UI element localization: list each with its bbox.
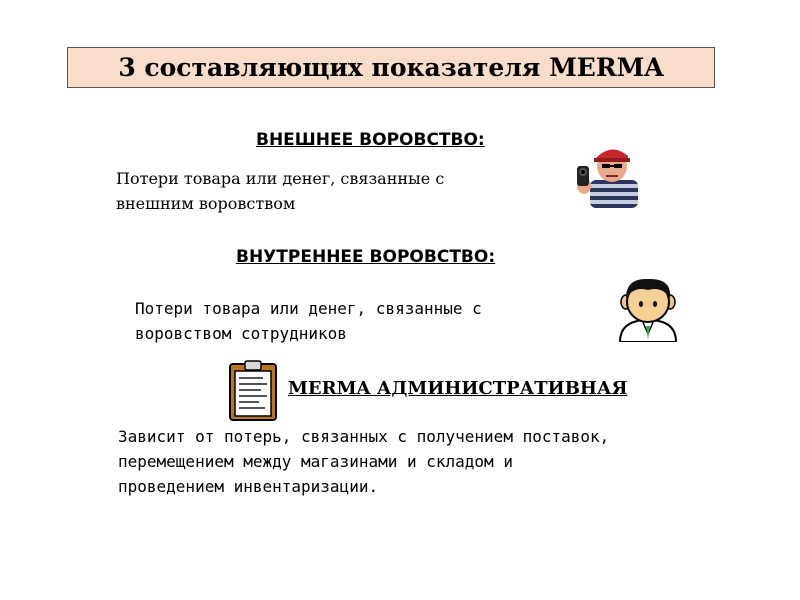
internal-theft-heading: ВНУТРЕННЕЕ ВОРОВСТВО: [236, 247, 496, 267]
external-theft-description [116, 166, 444, 216]
external-theft-line-2: внешним воровством [116, 194, 296, 213]
external-theft-line-1: Потери товара или денег, связанные с [116, 169, 445, 188]
internal-theft-description [135, 296, 482, 346]
clipboard-icon [226, 360, 282, 422]
administrative-merma-heading: MERMA АДМИНИСТРАТИВНАЯ [288, 378, 628, 399]
administrative-merma-line-3: проведением инвентаризации. [118, 477, 379, 496]
administrative-merma-description [118, 424, 609, 499]
employee-icon [612, 276, 684, 342]
administrative-merma-line-2: перемещением между магазинами и складом и [118, 452, 513, 471]
thief-with-gun-icon [574, 140, 644, 210]
external-theft-heading: ВНЕШНЕЕ ВОРОВСТВО: [256, 130, 485, 150]
slide-title [67, 47, 715, 88]
internal-theft-line-1: Потери товара или денег, связанные с [135, 299, 482, 318]
slide-title-text: 3 составляющих показателя MERMA [118, 53, 664, 82]
administrative-merma-line-1: Зависит от потерь, связанных с получением поставок, [118, 427, 610, 446]
internal-theft-line-2: воровством сотрудников [135, 324, 347, 343]
